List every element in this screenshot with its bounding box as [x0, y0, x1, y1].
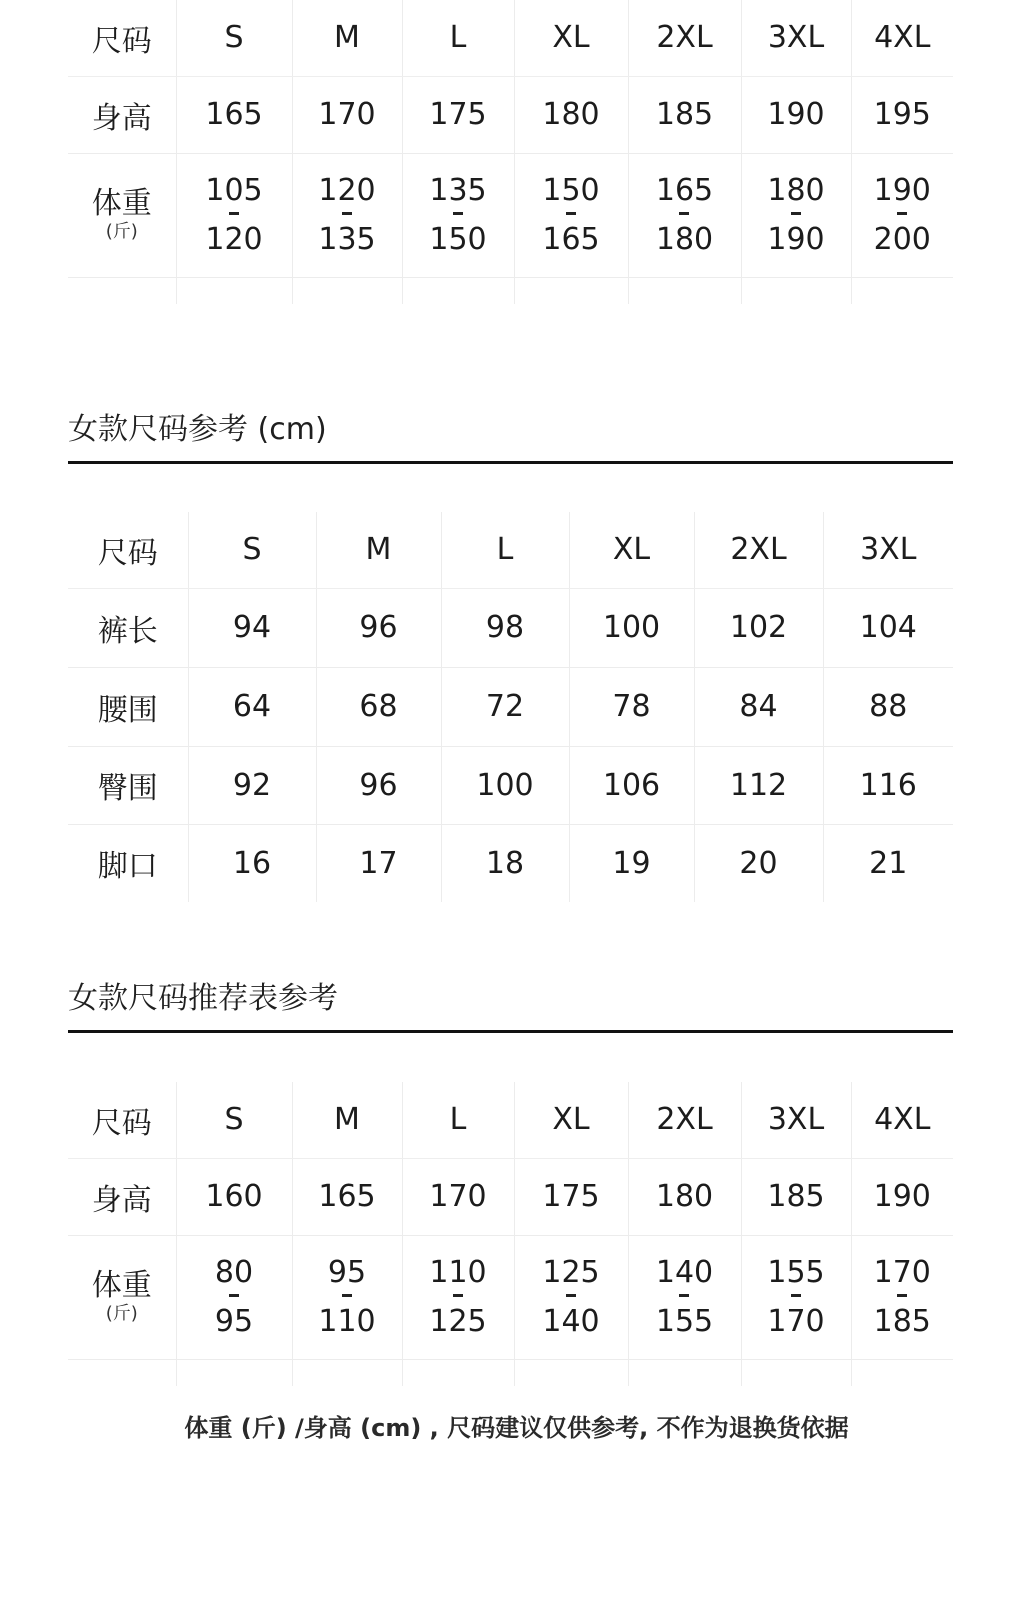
weight-range-cell — [176, 1235, 292, 1359]
value-cell: 102 — [694, 588, 823, 667]
value-cell: 100 — [569, 588, 694, 667]
size-cell: XL — [514, 1082, 628, 1158]
weight-high: 200 — [873, 221, 931, 257]
weight-range-cell — [851, 153, 953, 277]
weight-high: 95 — [214, 1303, 254, 1339]
weight-high: 140 — [542, 1303, 600, 1339]
weight-high: 150 — [429, 221, 487, 257]
header-label: 尺码 — [68, 512, 188, 588]
weight-row — [68, 1235, 953, 1359]
height-cell: 195 — [851, 76, 953, 153]
height-cell: 170 — [402, 1158, 514, 1235]
weight-row — [68, 153, 953, 277]
size-cell: M — [316, 512, 441, 588]
table-row — [68, 667, 953, 746]
section-title-women-size: 女款尺码参考 (cm) — [68, 412, 327, 447]
value-cell: 96 — [316, 588, 441, 667]
footer-disclaimer: 体重 (斤) /身高 (cm) , 尺码建议仅供参考, 不作为退换货依据 — [184, 1414, 849, 1442]
weight-high: 190 — [767, 221, 825, 257]
weight-low: 80 — [214, 1254, 254, 1290]
weight-high: 155 — [655, 1303, 714, 1339]
value-cell: 78 — [569, 667, 694, 746]
weight-low: 125 — [542, 1254, 600, 1290]
weight-low: 110 — [429, 1254, 487, 1290]
size-cell: M — [292, 0, 402, 76]
weight-range-cell — [402, 153, 514, 277]
spacer-row — [68, 277, 953, 304]
value-cell: 18 — [441, 824, 569, 902]
size-cell: 2XL — [628, 1082, 741, 1158]
value-cell: 96 — [316, 746, 441, 824]
weight-low: 155 — [767, 1254, 825, 1290]
weight-low: 190 — [873, 172, 931, 208]
height-cell: 165 — [176, 76, 292, 153]
weight-label: 体重 — [91, 1268, 152, 1303]
value-cell: 19 — [569, 824, 694, 902]
value-cell: 104 — [823, 588, 953, 667]
value-cell: 116 — [823, 746, 953, 824]
height-row — [68, 1158, 953, 1235]
range-dash — [679, 212, 689, 215]
range-dash — [453, 212, 463, 215]
size-cell: 2XL — [628, 0, 741, 76]
weight-low: 140 — [655, 1254, 714, 1290]
height-cell: 190 — [741, 76, 851, 153]
range-dash — [791, 1294, 801, 1297]
weight-low: 95 — [327, 1254, 367, 1290]
weight-low: 170 — [873, 1254, 931, 1290]
weight-range-cell — [176, 153, 292, 277]
height-cell: 180 — [514, 76, 628, 153]
height-cell: 170 — [292, 76, 402, 153]
weight-range-cell — [628, 153, 741, 277]
range-dash — [566, 212, 576, 215]
size-cell: 4XL — [851, 1082, 953, 1158]
weight-range-cell — [628, 1235, 741, 1359]
weight-low: 135 — [429, 172, 487, 208]
weight-low: 150 — [542, 172, 600, 208]
weight-range-cell — [292, 153, 402, 277]
value-cell: 98 — [441, 588, 569, 667]
size-table-1 — [68, 0, 953, 304]
weight-low: 105 — [205, 172, 263, 208]
value-cell: 20 — [694, 824, 823, 902]
range-dash — [229, 1294, 239, 1297]
weight-label-cell — [68, 153, 176, 277]
value-cell: 100 — [441, 746, 569, 824]
size-cell: S — [176, 0, 292, 76]
size-cell: 3XL — [823, 512, 953, 588]
section-title-women-recommend: 女款尺码推荐表参考 — [68, 981, 338, 1016]
size-cell: XL — [569, 512, 694, 588]
size-cell: 3XL — [741, 0, 851, 76]
height-cell: 180 — [628, 1158, 741, 1235]
value-cell: 94 — [188, 588, 316, 667]
range-dash — [791, 212, 801, 215]
value-cell: 16 — [188, 824, 316, 902]
value-cell: 106 — [569, 746, 694, 824]
height-cell: 175 — [514, 1158, 628, 1235]
value-cell: 17 — [316, 824, 441, 902]
range-dash — [229, 212, 239, 215]
header-row — [68, 1082, 953, 1158]
weight-label-cell — [68, 1235, 176, 1359]
height-cell: 175 — [402, 76, 514, 153]
table-row — [68, 824, 953, 902]
height-cell: 190 — [851, 1158, 953, 1235]
weight-low: 165 — [655, 172, 714, 208]
size-table-3 — [68, 1082, 953, 1386]
height-cell: 165 — [292, 1158, 402, 1235]
size-cell: XL — [514, 0, 628, 76]
row-label: 臀围 — [68, 746, 188, 824]
value-cell: 64 — [188, 667, 316, 746]
range-dash — [566, 1294, 576, 1297]
height-cell: 160 — [176, 1158, 292, 1235]
weight-range-cell — [741, 153, 851, 277]
range-dash — [342, 212, 352, 215]
spacer-row — [68, 1359, 953, 1386]
range-dash — [897, 1294, 907, 1297]
weight-range-cell — [402, 1235, 514, 1359]
weight-range-cell — [292, 1235, 402, 1359]
weight-high: 135 — [318, 221, 376, 257]
size-cell: L — [402, 1082, 514, 1158]
header-label: 尺码 — [68, 0, 176, 76]
size-cell: L — [402, 0, 514, 76]
weight-high: 110 — [318, 1303, 376, 1339]
weight-high: 180 — [655, 221, 714, 257]
weight-unit: (斤) — [105, 221, 138, 242]
header-row — [68, 0, 953, 76]
height-row — [68, 76, 953, 153]
height-cell: 185 — [741, 1158, 851, 1235]
size-cell: S — [176, 1082, 292, 1158]
header-label: 尺码 — [68, 1082, 176, 1158]
weight-range-cell — [514, 153, 628, 277]
weight-range-cell — [514, 1235, 628, 1359]
range-dash — [897, 212, 907, 215]
weight-low: 180 — [767, 172, 825, 208]
weight-unit: (斤) — [105, 1303, 138, 1324]
height-label: 身高 — [68, 76, 176, 153]
size-table-2 — [68, 512, 953, 902]
value-cell: 72 — [441, 667, 569, 746]
range-dash — [453, 1294, 463, 1297]
value-cell: 92 — [188, 746, 316, 824]
size-cell: S — [188, 512, 316, 588]
weight-high: 125 — [429, 1303, 487, 1339]
table-row — [68, 588, 953, 667]
size-cell: M — [292, 1082, 402, 1158]
range-dash — [679, 1294, 689, 1297]
height-cell: 185 — [628, 76, 741, 153]
row-label: 脚口 — [97, 849, 158, 885]
value-cell: 21 — [823, 824, 953, 902]
height-label: 身高 — [68, 1158, 176, 1235]
weight-high: 165 — [542, 221, 600, 257]
weight-high: 185 — [873, 1303, 931, 1339]
size-cell: L — [441, 512, 569, 588]
value-cell: 88 — [823, 667, 953, 746]
value-cell: 112 — [694, 746, 823, 824]
value-cell: 84 — [694, 667, 823, 746]
weight-label: 体重 — [91, 186, 152, 221]
weight-high: 120 — [205, 221, 263, 257]
value-cell: 68 — [316, 667, 441, 746]
section-divider — [68, 1030, 953, 1033]
weight-low: 120 — [318, 172, 376, 208]
section-divider — [68, 461, 953, 464]
size-cell: 3XL — [741, 1082, 851, 1158]
size-cell: 4XL — [851, 0, 953, 76]
weight-range-cell — [851, 1235, 953, 1359]
weight-high: 170 — [767, 1303, 825, 1339]
range-dash — [342, 1294, 352, 1297]
size-cell: 2XL — [694, 512, 823, 588]
row-label: 裤长 — [68, 588, 188, 667]
weight-range-cell — [741, 1235, 851, 1359]
table-row — [68, 746, 953, 824]
row-label: 腰围 — [68, 667, 188, 746]
header-row — [68, 512, 953, 588]
